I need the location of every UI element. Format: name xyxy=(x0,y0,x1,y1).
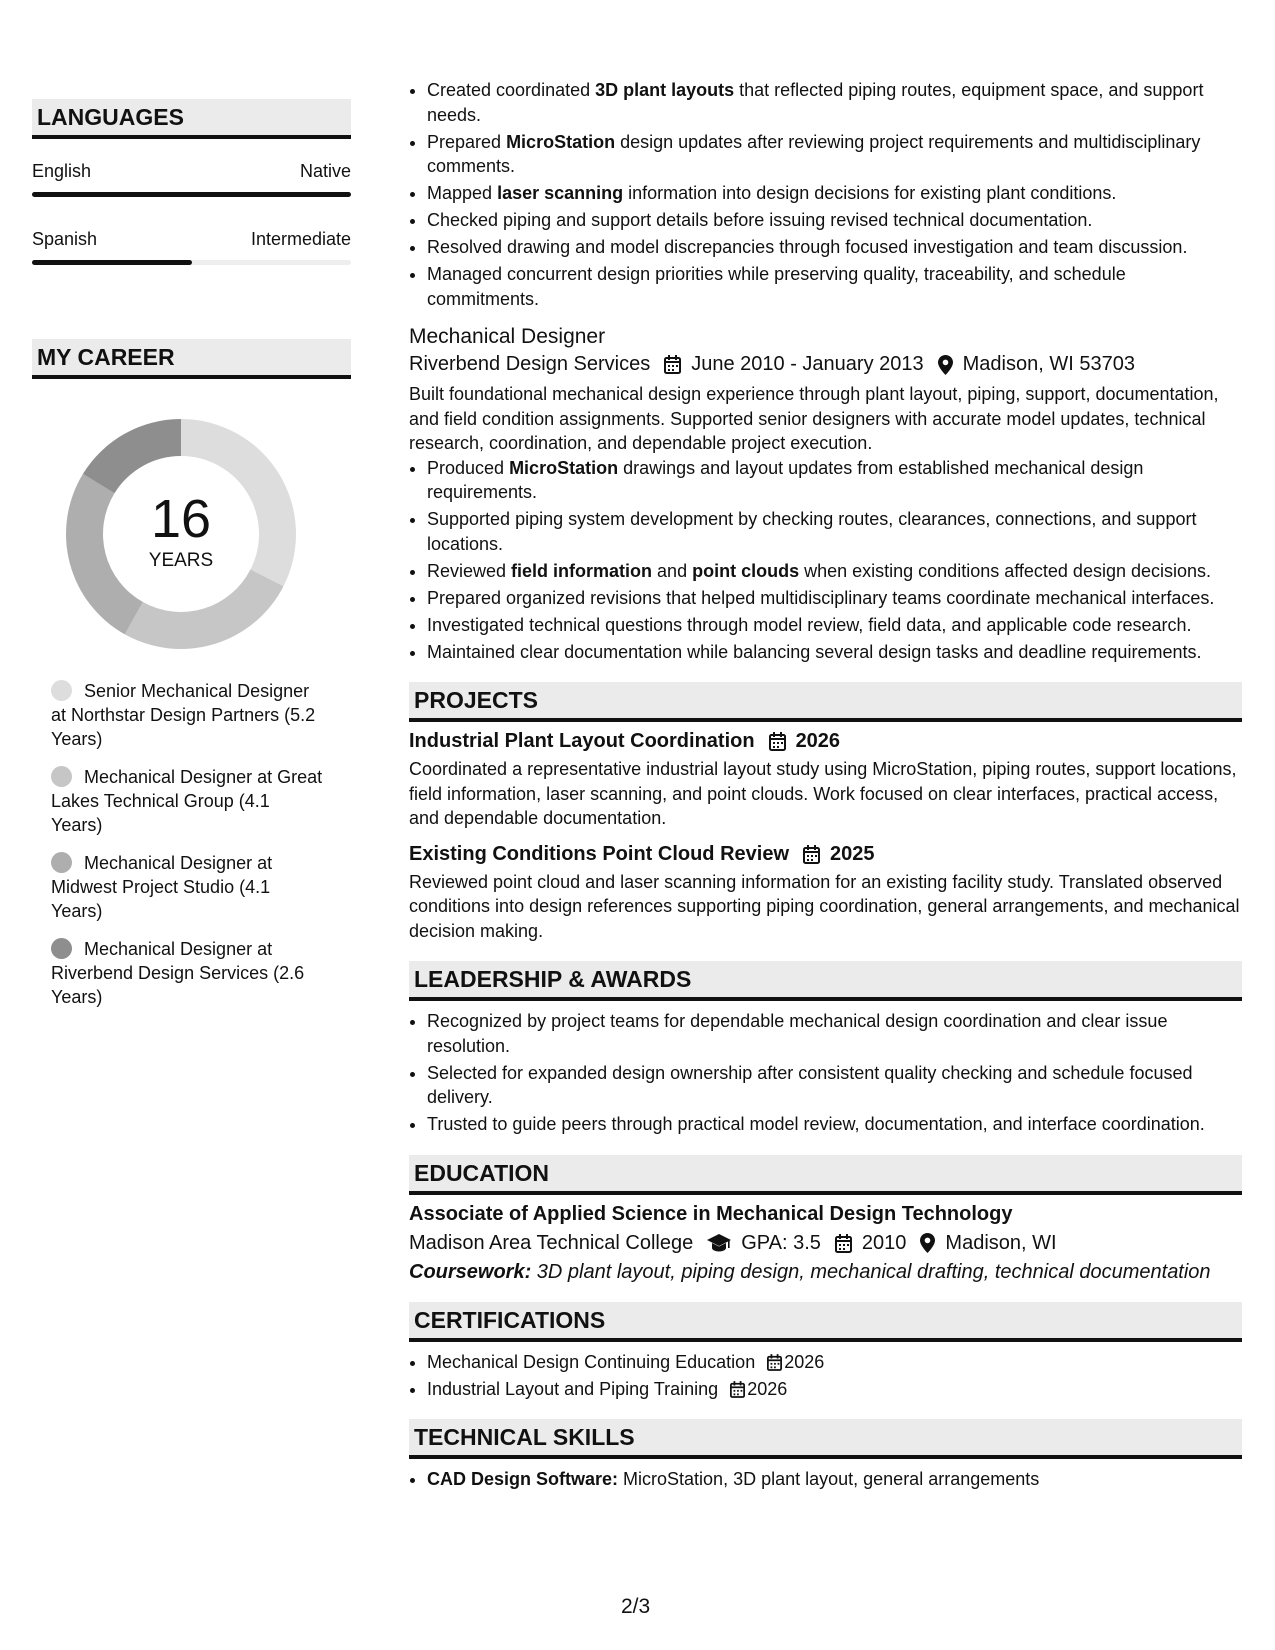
bullet-text: Created coordinated xyxy=(427,80,596,100)
language-proficiency-bar xyxy=(32,260,351,265)
list-item xyxy=(427,181,1242,206)
project-year: 2026 xyxy=(795,730,841,752)
job-location: Madison, WI 53703 xyxy=(962,353,1135,375)
list-item: • Recognized by project teams for dependable mechanical design coordination and clear issue resolution. xyxy=(427,1009,1242,1058)
skill-category: CAD Design Software: xyxy=(427,1469,619,1489)
job-dates: June 2010 - January 2013 xyxy=(691,353,924,375)
education-meta xyxy=(409,1232,1242,1255)
donut-segment xyxy=(125,569,284,649)
leadership-list xyxy=(409,1009,1242,1137)
coursework-label: Coursework: xyxy=(409,1260,532,1283)
bullet-text: Resolved drawing and model discrepancies through focused investigation and team discussion. xyxy=(427,237,1188,257)
calendar-icon xyxy=(803,845,820,864)
project-item xyxy=(409,730,1242,831)
career-heading: MY CAREER xyxy=(32,339,351,379)
language-level: Intermediate xyxy=(250,229,351,249)
career-donut-chart xyxy=(66,419,296,649)
education-year: 2010 xyxy=(861,1231,907,1254)
calendar-icon xyxy=(767,1354,782,1371)
legend-item xyxy=(51,937,323,1009)
bullet-text: Investigated technical questions through model review, field data, and applicable code research. xyxy=(427,614,1192,635)
education-degree: Associate of Applied Science in Mechanical Design Technology xyxy=(409,1202,1013,1225)
language-proficiency-bar xyxy=(32,192,351,197)
donut-segment xyxy=(83,419,181,493)
bullet-text: information into design decisions for existing plant conditions. xyxy=(623,183,1117,203)
bullet-text: design updates after reviewing project requirements and multidisciplinary comments. xyxy=(427,131,1201,176)
bullet-text: Checked piping and support details before issuing revised technical documentation. xyxy=(427,210,1093,230)
legend-label: Mechanical Designer at Great Lakes Technical Group (4.1 Years) xyxy=(51,767,323,835)
job-summary: Built foundational mechanical design experience through plant layout, piping, support, documentation, and field condition assignments. Supported senior designers with accurate model updates, technical research, coordination, and dependable project execution. xyxy=(409,384,1219,453)
job-title: Mechanical Designer xyxy=(409,325,606,348)
language-name: English xyxy=(32,161,92,181)
bullet-text: that reflected piping routes, equipment space, and support needs. xyxy=(427,80,1204,125)
legend-item xyxy=(51,765,323,837)
location-pin-icon xyxy=(938,355,953,375)
legend-label: Mechanical Designer at Midwest Project Studio (4.1 Years) xyxy=(51,853,273,921)
languages-heading: LANGUAGES xyxy=(32,99,351,139)
bullet-text: Mapped xyxy=(427,183,498,203)
calendar-icon xyxy=(730,1381,745,1398)
experience-continued-list xyxy=(409,78,1242,311)
legend-swatch xyxy=(51,938,72,959)
bullet-bold-text: field information xyxy=(511,560,653,581)
list-item xyxy=(427,130,1242,179)
list-item xyxy=(427,1467,1242,1492)
calendar-icon xyxy=(769,732,786,751)
bullet-bold-text: MicroStation xyxy=(506,131,616,152)
bullet-text: Reviewed xyxy=(427,560,512,581)
certification-year: 2026 xyxy=(784,1351,825,1372)
bullet-text: Managed concurrent design priorities while preserving quality, traceability, and schedule commitments. xyxy=(427,264,1126,309)
education-location: Madison, WI xyxy=(945,1231,1057,1254)
education-coursework xyxy=(409,1261,1242,1284)
list-item xyxy=(427,586,1242,611)
skill-values: MicroStation, 3D plant layout, general arrangements xyxy=(618,1469,1040,1489)
bullet-text: Produced xyxy=(427,457,510,478)
list-item: • Selected for expanded design ownership after consistent quality checking and schedule focused delivery. xyxy=(427,1061,1242,1110)
education-gpa: GPA: 3.5 xyxy=(741,1231,821,1254)
education-school: Madison Area Technical College xyxy=(409,1231,694,1254)
legend-label: Mechanical Designer at Riverbend Design Services (2.6 Years) xyxy=(51,939,305,1007)
bullet-text: Maintained clear documentation while balancing several design tasks and deadline requirements. xyxy=(427,641,1202,662)
list-item xyxy=(427,559,1242,584)
list-item xyxy=(427,262,1242,311)
list-item xyxy=(427,1350,1242,1375)
bullet-text: drawings and layout updates from established mechanical design requirements. xyxy=(427,457,1144,502)
legend-swatch xyxy=(51,852,72,873)
certifications-heading: CERTIFICATIONS xyxy=(409,1302,1242,1342)
certifications-list xyxy=(409,1350,1242,1402)
bullet-text: Supported piping system development by checking routes, clearances, connections, and support locations. xyxy=(427,509,1197,554)
language-proficiency-fill xyxy=(32,260,192,265)
bullet-bold-text: laser scanning xyxy=(497,183,624,203)
career-legend xyxy=(51,679,323,1009)
bullet-text: when existing conditions affected design decisions. xyxy=(799,560,1212,581)
project-item xyxy=(409,843,1242,944)
graduation-cap-icon xyxy=(707,1234,731,1252)
bullet-text: and xyxy=(652,560,693,581)
job-bullets xyxy=(409,456,1242,665)
projects-heading: PROJECTS xyxy=(409,682,1242,722)
language-proficiency-fill xyxy=(32,192,351,197)
page-number: 2/3 xyxy=(621,1595,651,1618)
skills-heading: TECHNICAL SKILLS xyxy=(409,1419,1242,1459)
bullet-bold-text: MicroStation xyxy=(509,457,619,478)
list-item xyxy=(427,235,1242,260)
legend-item xyxy=(51,851,323,923)
language-level: Native xyxy=(299,161,351,181)
language-spanish xyxy=(32,229,351,265)
calendar-icon xyxy=(835,1234,852,1253)
right-column xyxy=(409,78,1242,1494)
location-pin-icon xyxy=(920,1233,935,1253)
legend-label: Senior Mechanical Designer at Northstar Design Partners (5.2 Years) xyxy=(51,681,316,749)
job-company: Riverbend Design Services xyxy=(409,353,651,375)
education-heading: EDUCATION xyxy=(409,1155,1242,1195)
list-item xyxy=(427,507,1242,556)
left-column xyxy=(32,99,351,1023)
project-year: 2025 xyxy=(830,842,875,865)
job-meta xyxy=(409,353,1242,376)
language-name: Spanish xyxy=(32,229,98,249)
list-item xyxy=(427,208,1242,233)
certification-name: Mechanical Design Continuing Education xyxy=(427,1351,756,1372)
bullet-bold-text: point clouds xyxy=(692,560,800,581)
calendar-icon xyxy=(664,355,681,374)
bullet-text: Prepared xyxy=(427,131,507,152)
certification-year: 2026 xyxy=(747,1378,788,1399)
language-english xyxy=(32,161,351,197)
list-item xyxy=(427,613,1242,638)
list-item xyxy=(427,1377,1242,1402)
bullet-text: Prepared organized revisions that helped multidisciplinary teams coordinate mechanical interfaces. xyxy=(427,587,1215,608)
list-item xyxy=(427,456,1242,505)
list-item: • Trusted to guide peers through practical model review, documentation, and interface coordination. xyxy=(427,1112,1242,1137)
project-description: Reviewed point cloud and laser scanning information for an existing facility study. Translated observed conditions into design references supporting piping coordination, general arrangements, and mechanical decision making. xyxy=(409,871,1240,941)
list-item xyxy=(427,640,1242,665)
skills-list xyxy=(409,1467,1242,1492)
career-years-unit: YEARS xyxy=(148,550,214,571)
project-name: Existing Conditions Point Cloud Review xyxy=(409,842,790,865)
legend-item xyxy=(51,679,323,751)
project-name: Industrial Plant Layout Coordination xyxy=(409,730,755,752)
project-description: Coordinated a representative industrial layout study using MicroStation, piping routes, support locations, field information, laser scanning, and point clouds. Work focused on clear interfaces, practical access, and dependable documentation. xyxy=(409,759,1237,828)
leadership-heading: LEADERSHIP & AWARDS xyxy=(409,961,1242,1001)
legend-swatch xyxy=(51,766,72,787)
career-total-years: 16 xyxy=(150,489,212,549)
list-item xyxy=(427,78,1242,127)
coursework-text: 3D plant layout, piping design, mechanical drafting, technical documentation xyxy=(531,1260,1211,1283)
bullet-bold-text: 3D plant layouts xyxy=(595,80,735,100)
legend-swatch xyxy=(51,680,72,701)
certification-name: Industrial Layout and Piping Training xyxy=(427,1378,719,1399)
